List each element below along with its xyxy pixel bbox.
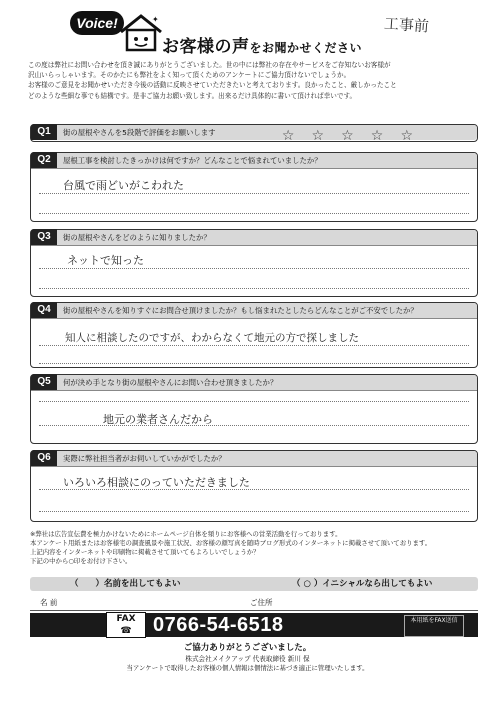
- question-2: [30, 152, 478, 222]
- question-bar: [31, 125, 477, 144]
- fax-instruction: 本用紙をFAX送信: [404, 615, 464, 637]
- answer-text[interactable]: 地元の業者さんだから: [103, 413, 213, 426]
- question-text: 屋根工事を検討したきっかけは何ですか？どんなことで悩まれていましたか？: [63, 156, 322, 165]
- fax-machine-icon: FAX ☎: [106, 612, 146, 638]
- question-6: [30, 450, 478, 522]
- title-suffix: をお聞かせください: [249, 41, 363, 55]
- question-3: [30, 229, 478, 297]
- consent-initial-option[interactable]: （ ○ ）イニシャルなら出してもよい: [292, 579, 433, 589]
- star-icon[interactable]: ☆: [311, 128, 325, 144]
- answer-lines: [39, 375, 469, 445]
- intro-line: お客様のご意見をお聞かせいただき今後の活動に反映させていただきたいと考えております。良かったこと、厳しかったこと: [28, 81, 397, 90]
- title-main: お客様の声: [162, 37, 250, 57]
- question-4: [30, 302, 478, 368]
- name-field-label[interactable]: 名 前: [40, 598, 58, 607]
- question-text: 何が決め手となり街の屋根やさんにお問い合わせ頂きましたか？: [63, 378, 278, 387]
- answer-text[interactable]: いろいろ相談にのっていただきました: [63, 476, 250, 489]
- company-info: 株式会社メイクアップ 代表取締役 新川 保: [185, 655, 310, 663]
- rating-stars[interactable]: [270, 125, 413, 144]
- star-icon[interactable]: ☆: [281, 128, 295, 144]
- fax-icon-label: FAX: [116, 614, 136, 624]
- question-text: 街の屋根やさんをどのように知りましたか？: [63, 233, 211, 242]
- star-icon[interactable]: ☆: [370, 128, 384, 144]
- answer-text[interactable]: 知人に相談したのですが、わからなくて地元の方で探しました: [65, 332, 359, 344]
- fax-bar: [30, 613, 478, 637]
- question-label: Q4: [31, 302, 57, 318]
- privacy-notice: 当アンケートで取得したお客様の個人情報は個情法に基づき適正に管理いたします。: [126, 664, 369, 672]
- star-icon[interactable]: ☆: [341, 128, 354, 144]
- address-field-label[interactable]: ご住所: [250, 598, 273, 607]
- question-label: Q6: [31, 450, 57, 466]
- svg-text:✦: ✦: [152, 15, 159, 24]
- question-label: Q2: [31, 152, 57, 168]
- consent-name-option[interactable]: （ ）名前を出してもよい: [70, 579, 181, 589]
- answer-text[interactable]: 台風で雨どいがこわれた: [63, 179, 184, 192]
- question-label: Q3: [31, 229, 57, 245]
- question-text: 実際に弊社担当者がお伺いしていかがでしたか？: [63, 454, 226, 463]
- question-text: 街の屋根やさんを5段階で評価をお願いします: [63, 128, 216, 137]
- star-icon[interactable]: ☆: [400, 128, 413, 144]
- publication-notes: [30, 530, 480, 566]
- page-title: [162, 32, 362, 57]
- question-text: 街の屋根やさんを知りすぐにお問合せ頂けましたか？もし悩まれたとしたらどんなことがご不安でしたか？: [63, 306, 418, 315]
- question-1: [30, 124, 478, 142]
- intro-line: 沢山いらっしゃいます。そのかたにも弊社をよく知って頂くためのアンケートにご協力頂けないでしょうか。: [28, 71, 351, 80]
- consent-options: [30, 577, 478, 591]
- question-label: Q5: [31, 374, 57, 390]
- note-line: 上記内容をインターネットや印刷物に掲載させて頂いてもよろしいでしょうか？: [30, 548, 260, 556]
- handwritten-note: 工事前: [383, 14, 430, 36]
- thanks-message: ご協力ありがとうございました。: [183, 643, 312, 653]
- voice-badge: Voice!: [70, 11, 124, 35]
- house-icon: [118, 12, 164, 52]
- answer-text[interactable]: ネットで知った: [67, 254, 144, 267]
- question-label: Q1: [31, 124, 57, 140]
- fax-number: 0766-54-6518: [153, 614, 284, 636]
- note-line: 下記の中から○印をお付け下さい。: [30, 557, 132, 565]
- note-line: ※弊社は広告宣伝費を極力かけないためにホームページ自体を頻りにお客様への営業活動を行っております。: [30, 530, 342, 538]
- name-address-row: [30, 595, 478, 611]
- intro-text: [28, 60, 478, 101]
- note-line: 本アンケート用紙またはお客様宅の調査風景や施工状況、お客様の顔写真を随時ブログ形式のインターネットに掲載させて頂いております。: [30, 539, 432, 547]
- intro-line: この度は弊社にお問い合わせを頂き誠にありがとうございました。世の中には弊社の存在やサービスをご存知ないお客様が: [28, 61, 391, 69]
- question-5: [30, 374, 478, 444]
- intro-line: どのような些細な事でも結構です。是非ご協力お願い致します。出来るだけ具体的に書いて頂ければ幸いです。: [28, 91, 357, 100]
